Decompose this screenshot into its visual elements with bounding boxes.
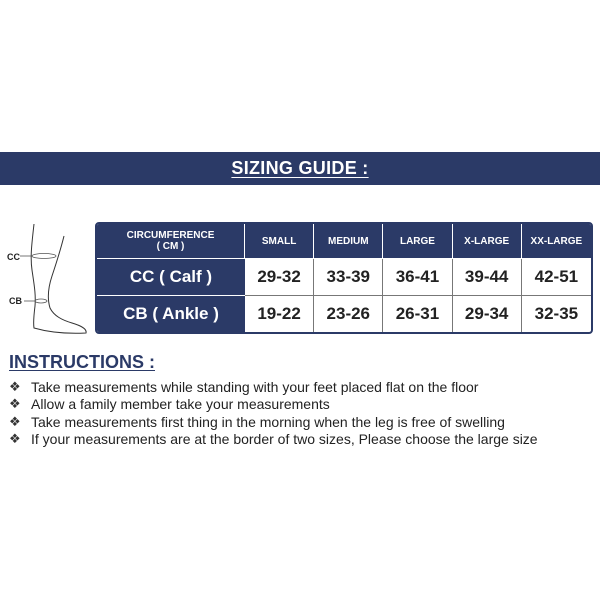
instructions-list xyxy=(9,378,599,448)
leg-outline-icon xyxy=(4,222,94,340)
cc-label: CC xyxy=(7,252,20,262)
instructions-title: INSTRUCTIONS : xyxy=(9,352,155,372)
sizing-guide-banner xyxy=(0,152,600,185)
sizing-guide-title: SIZING GUIDE : xyxy=(231,158,369,178)
table-cell: 23-26 xyxy=(314,296,383,332)
list-item xyxy=(9,413,599,431)
table-header-row xyxy=(97,224,591,259)
instruction-text: Allow a family member take your measurements xyxy=(31,396,330,413)
size-header-xx-large: XX-LARGE xyxy=(522,224,591,259)
table-cell: 32-35 xyxy=(534,304,579,323)
circumference-header xyxy=(97,224,245,259)
list-item xyxy=(9,396,599,414)
row-label-ankle: CB ( Ankle ) xyxy=(97,296,245,332)
diamond-bullet-icon: ❖ xyxy=(9,396,21,412)
table-cell: 19-22 xyxy=(245,296,314,332)
instruction-text: Take measurements while standing with your feet placed flat on the floor xyxy=(31,378,479,395)
list-item xyxy=(9,431,599,449)
list-item xyxy=(9,378,599,396)
instruction-text: Take measurements first thing in the morning when the leg is free of swelling xyxy=(31,413,505,430)
table-row-ankle xyxy=(97,296,591,332)
instruction-text: If your measurements are at the border of two sizes, Please choose the large size xyxy=(31,431,538,448)
table-cell: 26-31 xyxy=(383,296,452,332)
sizing-table xyxy=(95,222,593,334)
table-cell: 33-39 xyxy=(314,259,383,296)
size-header-large: LARGE xyxy=(383,224,452,259)
size-header-x-large: X-LARGE xyxy=(453,224,522,259)
size-header-small: SMALL xyxy=(245,224,314,259)
table-cell: 42-51 xyxy=(522,259,591,296)
leg-diagram xyxy=(4,222,94,340)
table-cell: 29-32 xyxy=(245,259,314,296)
table-cell: 29-34 xyxy=(453,296,522,332)
circumference-unit: ( CM ) xyxy=(156,241,185,252)
table-cell: 36-41 xyxy=(383,259,452,296)
table-cell: 39-44 xyxy=(453,259,522,296)
diamond-bullet-icon: ❖ xyxy=(9,378,21,394)
diamond-bullet-icon: ❖ xyxy=(9,431,21,447)
row-label-calf: CC ( Calf ) xyxy=(97,259,245,296)
diamond-bullet-icon: ❖ xyxy=(9,413,21,429)
size-header-medium: MEDIUM xyxy=(314,224,383,259)
circumference-label: CIRCUMFERENCE xyxy=(126,230,215,241)
cb-label: CB xyxy=(9,296,22,306)
table-row-calf xyxy=(97,259,591,296)
